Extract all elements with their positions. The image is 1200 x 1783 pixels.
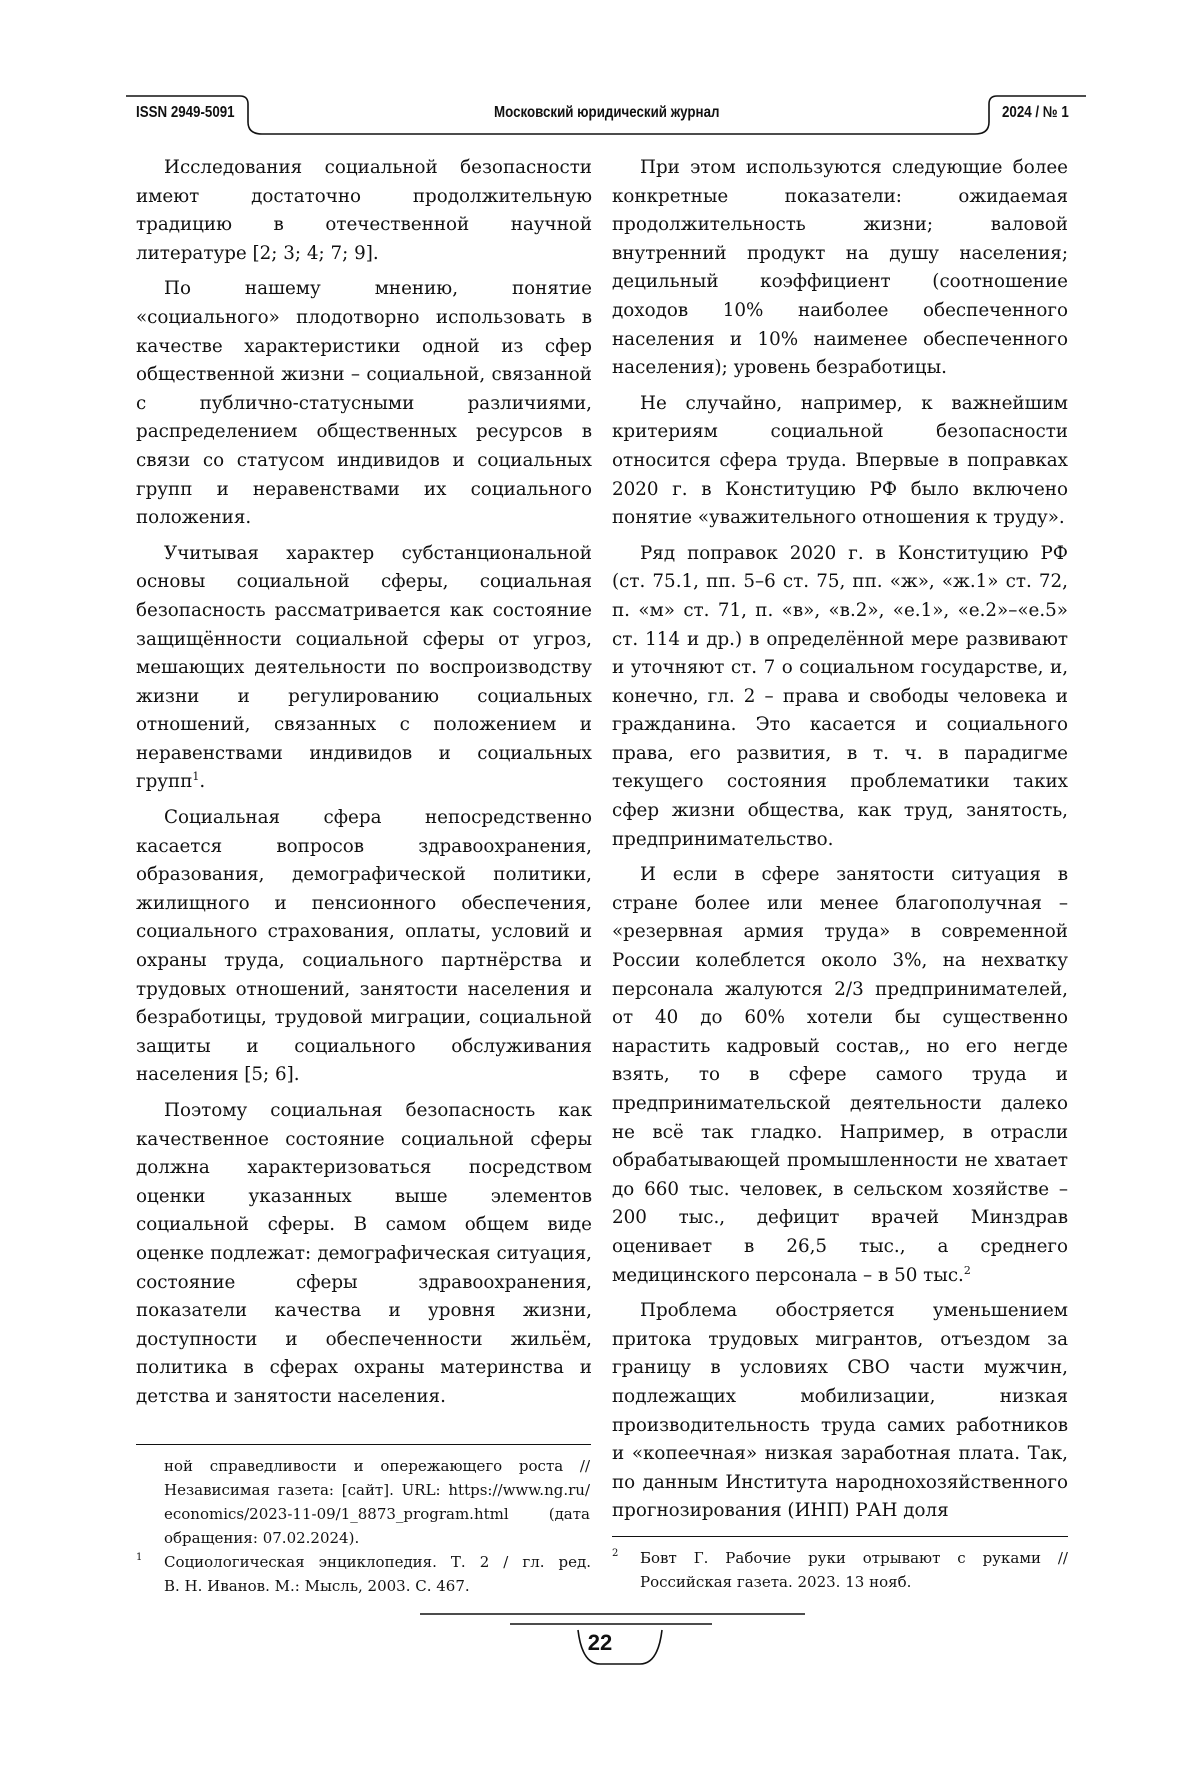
left-column (136, 154, 592, 1419)
paragraph-text: Учитывая характер субстанциональной основы социальной сферы, социальная безопасность рассматривается как состояние защищённости социальной сферы от угроз, мешающих деятельности по воспроизводству жизни и регулированию социальных отношений, связанных с положением и неравенствами индивидов и социальных групп (136, 542, 592, 793)
paragraph: Ряд поправок 2020 г. в Конституцию РФ (ст. 75.1, пп. 5–6 ст. 75, пп. «ж», «ж.1» ст. 72, п. «м» ст. 71, п. «в», «в.2», «е.1», «е.2»–«е.5» ст. 114 и др.) в определённой мере развивают и уточняют ст. 7 о социальном государстве, и, конечно, гл. 2 – права и свободы человека и гражданина. Это касается и социального права, его развития, в т. ч. в парадигме текущего состояния проблематики таких сфер жизни общества, как труд, занятость, предпринимательство. (612, 542, 1068, 850)
right-column (612, 154, 1068, 1533)
issue-label: 2024 / № 1 (1002, 104, 1069, 121)
footnote-line: обращения: 07.02.2024). (164, 1529, 360, 1547)
paragraph: При этом используются следующие более конкретные показатели: ожидаемая продолжительность жизни; валовой внутренний продукт на душу населения; децильный коэффициент (соотношение доходов 10% наиболее обеспеченного населения и 10% наименее обеспеченного населения); уровень безработицы. (612, 157, 1068, 379)
paragraph-text: И если в сфере занятости ситуация в стране более или менее благополучная – «резервная армия труда» в современной России колеблется около 3%, на нехватку персонала жалуются 2/3 предпринимателей, от 40 до 60% хотели бы существенно нарастить кадровый состав,, но его негде взять, то в сфере самого труда и предпринимательской деятельности далеко не всё так гладко. Например, в отрасли обрабатывающей промышленности не хватает до 660 тыс. человек, в сельском хозяйстве – 200 тыс., дефицит врачей Минздрав оценивает в 26,5 тыс., а среднего медицинского персонала – в 50 тыс. (612, 864, 1068, 1286)
footnote-ref-1[interactable]: 1 (192, 770, 200, 784)
paragraph: Исследования социальной безопасности имеют достаточно продолжительную традицию в отечественной научной литературе [2; 3; 4; 7; 9]. (136, 157, 592, 264)
footnote-line: ной справедливости и опережающего роста // (164, 1457, 590, 1475)
footnote-1 (136, 1550, 591, 1598)
footnote-number: 1 (136, 1552, 143, 1563)
page-number: 22 (587, 1630, 613, 1655)
footnote-divider (612, 1536, 1068, 1537)
header-frame (0, 0, 1200, 160)
footnote-line: Бовт Г. Рабочие руки отрывают с руками // (640, 1549, 1068, 1567)
footnote-ref-2[interactable]: 2 (963, 1263, 971, 1277)
footnote-line: economics/2023-11-09/1_8873_program.html (дата (164, 1505, 590, 1523)
footnote-line: Российская газета. 2023. 13 нояб. (640, 1573, 912, 1591)
footnote-2 (612, 1546, 1068, 1594)
paragraph: Социальная сфера непосредственно касается вопросов здравоохранения, образования, демографической политики, жилищного и пенсионного обеспечения, социального страхования, оплаты, условий и охраны труда, социального партнёрства и трудовых отношений, занятости населения и безработицы, трудовой миграции, социальной защиты и социального обслуживания населения [5; 6]. (136, 807, 592, 1086)
paragraph: Не случайно, например, к важнейшим критериям социальной безопасности относится сфера труда. Впервые в поправках 2020 г. в Конституцию РФ было включено понятие «уважительного отношения к труду». (612, 392, 1068, 529)
footnote-number: 2 (612, 1548, 619, 1559)
footnote-line: Социологическая энциклопедия. Т. 2 / гл. ред. (164, 1553, 591, 1571)
paragraph-with-footnote (612, 861, 1068, 1290)
footnote-line: В. Н. Иванов. М.: Мысль, 2003. С. 467. (164, 1577, 470, 1595)
journal-title: Московский юридический журнал (494, 104, 720, 121)
footnote-divider (136, 1444, 591, 1445)
footnote-line: Независимая газета: [сайт]. URL: https://www.ng.ru/ (164, 1481, 590, 1499)
paragraph-with-footnote: Учитывая характер субстанциональной основы социальной сферы, социальная безопасность рассматривается как состояние защищённости социальной сферы от угроз, мешающих деятельности по воспроизводству жизни и регулированию социальных отношений, связанных с положением и неравенствами индивидов и социальных групп$^1$. (136, 542, 592, 793)
footnote-continuation (164, 1454, 590, 1550)
paragraph: Проблема обостряется уменьшением притока трудовых мигрантов, отъездом за границу в условиях СВО части мужчин, подлежащих мобилизации, низкая производительность труда самих работников и «копеечная» низкая заработная плата. Так, по данным Института народнохозяйственного прогнозирования (ИНП) РАН доля (612, 1300, 1068, 1522)
page-header (0, 0, 1200, 160)
issn-label: ISSN 2949-5091 (136, 104, 235, 121)
paragraph: Поэтому социальная безопасность как качественное состояние социальной сферы должна характеризоваться посредством оценки указанных выше элементов социальной сферы. В самом общем виде оценке подлежат: демографическая ситуация, состояние сферы здравоохранения, показатели качества и уровня жизни, доступности и обеспеченности жильём, политика в сферах охраны материнства и детства и занятости населения. (136, 1100, 592, 1407)
paragraph: По нашему мнению, понятие «социального» плодотворно использовать в качестве характеристики одной из сфер общественной жизни – социальной, связанной с публично-статусными различиями, распределением общественных ресурсов в связи со статусом индивидов и социальных групп и неравенствами их социального положения. (136, 278, 592, 529)
